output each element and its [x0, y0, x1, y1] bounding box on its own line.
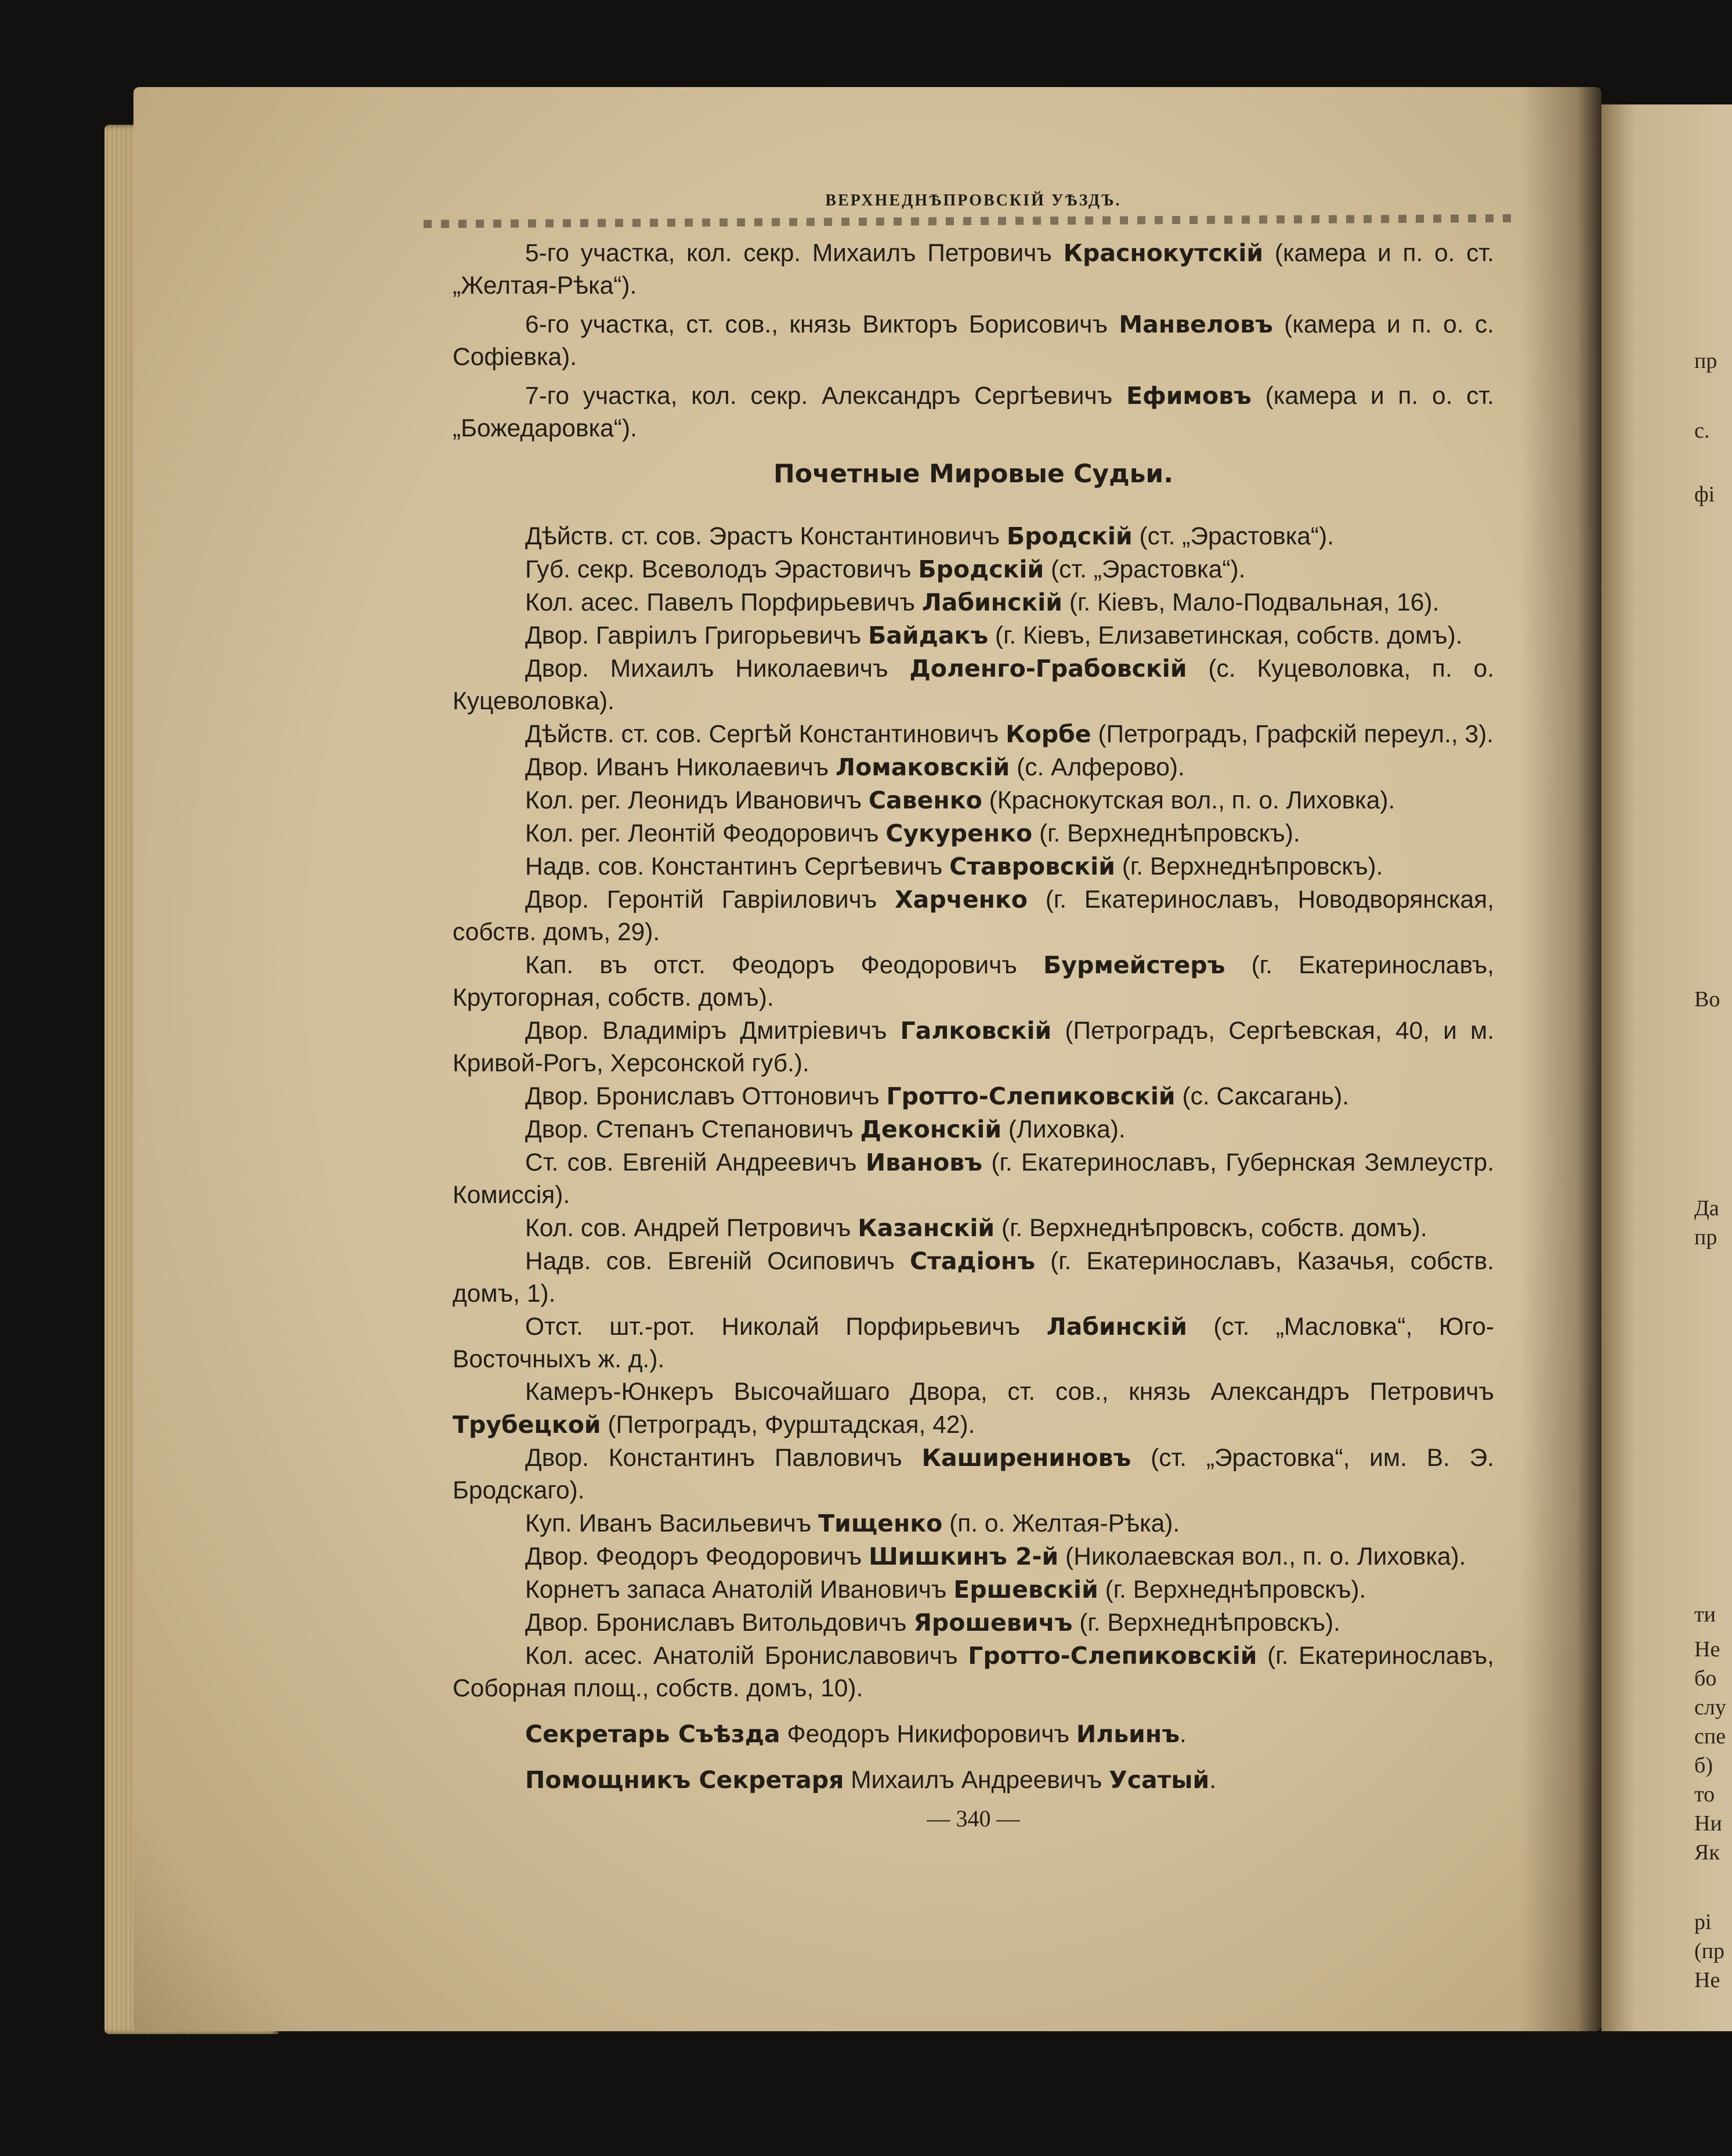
entry-address: (Петроградъ, Фурштадская, 42).: [601, 1411, 975, 1439]
judge-entry: [453, 1606, 1494, 1639]
entry-title: Дѣйств. ст. сов. Эрастъ Константиновичъ: [525, 523, 1007, 550]
facing-page-fragment: (пр: [1694, 1939, 1724, 1963]
entry-title: 6-го участка, ст. сов., князь Викторъ Борисовичъ: [525, 311, 1119, 338]
entry-address: (с. Куцеволовка, п. о. Куцеволовка).: [453, 655, 1495, 715]
entry-surname: Бродскій: [1006, 522, 1133, 550]
entry-surname: Гротто-Слепиковскій: [886, 1082, 1176, 1110]
entry-address: (ст. „Эрастовка“).: [1132, 523, 1335, 550]
book-gutter: [1520, 87, 1601, 2031]
page-text: [453, 192, 1494, 1832]
entry-title: Двор. Владиміръ Дмитріевичъ: [525, 1017, 901, 1045]
entry-address: (г. Екатеринославъ, Новодворянская, собств. домъ, 29).: [453, 886, 1494, 946]
judge-entry: [453, 1080, 1494, 1113]
entry-title: Двор. Брониславъ Оттоновичъ: [525, 1083, 887, 1110]
intro-entry: [453, 308, 1494, 374]
entry-surname: Ярошевичъ: [913, 1609, 1073, 1637]
entry-title: Надв. сов. Константинъ Сергѣевичъ: [525, 853, 950, 880]
secretary-given-names: Феодоръ Никифоровичъ: [780, 1721, 1076, 1748]
judge-entry: [453, 1376, 1494, 1442]
entry-address: (Краснокутская вол., п. о. Лиховка).: [982, 787, 1395, 814]
entry-address: (ст. „Масловка“, Юго-Восточныхъ ж. д.).: [453, 1313, 1494, 1373]
entry-address: (Лиховка).: [1001, 1116, 1126, 1143]
entry-surname: Галковскій: [900, 1017, 1052, 1045]
judge-entry: [453, 619, 1494, 652]
judge-entry: [453, 1310, 1494, 1376]
entry-surname: Гротто-Слепиковскій: [968, 1642, 1257, 1670]
judge-entry: [453, 1212, 1494, 1245]
entry-title: Двор. Феодоръ Феодоровичъ: [525, 1543, 869, 1570]
entry-surname: Трубецкой: [453, 1411, 601, 1439]
entry-address: (Петроградъ, Графскій переул., 3).: [1091, 721, 1494, 748]
entry-surname: Лабинскій: [1046, 1313, 1187, 1341]
entry-title: Кол. рег. Леонидъ Ивановичъ: [525, 787, 869, 814]
entry-surname: Ставровскій: [949, 853, 1115, 880]
entry-surname: Бродскій: [918, 555, 1044, 583]
entry-address: (г. Кіевъ, Елизаветинская, собств. домъ).: [988, 622, 1463, 649]
entry-address: (с. Алферово).: [1010, 754, 1185, 781]
entry-surname: Сукуренко: [885, 819, 1033, 847]
facing-page-fragment: бо: [1694, 1666, 1717, 1691]
judge-entry: [453, 850, 1494, 883]
assistant-line: Помощникъ Секретаря Михаилъ Андреевичъ Усатый.: [525, 1766, 1217, 1794]
entry-title: Отст. шт.-рот. Николай Порфирьевичъ: [525, 1313, 1047, 1341]
entry-title: Губ. секр. Всеволодъ Эрастовичъ: [525, 556, 919, 583]
judge-entry: [453, 520, 1494, 553]
judges-list: [453, 520, 1494, 1705]
entry-surname: Харченко: [895, 886, 1028, 913]
entry-address: (г. Верхнеднѣпровскъ).: [1032, 820, 1300, 847]
entry-title: Ст. сов. Евгеній Андреевичъ: [525, 1149, 866, 1176]
entry-title: Куп. Иванъ Васильевичъ: [525, 1510, 819, 1537]
facing-page-fragment: Да: [1694, 1196, 1719, 1220]
entry-title: Двор. Степанъ Степановичъ: [525, 1116, 860, 1143]
entry-address: (с. Саксагань).: [1175, 1083, 1350, 1110]
facing-page-fragment: то: [1694, 1782, 1715, 1807]
facing-page-fragment: слу: [1694, 1695, 1726, 1720]
intro-entries: [453, 237, 1494, 445]
entry-address: (п. о. Желтая-Рѣка).: [942, 1510, 1180, 1537]
assistant-given-names: Михаилъ Андреевичъ: [844, 1767, 1109, 1794]
entry-title: Кол. асес. Павелъ Порфирьевичъ: [525, 589, 922, 616]
entry-surname: Каширениновъ: [921, 1444, 1131, 1472]
entry-surname: Савенко: [868, 786, 982, 814]
entry-surname: Ефимовъ: [1126, 382, 1252, 410]
facing-page-fragment: пр: [1694, 349, 1717, 373]
judge-entry: [453, 784, 1494, 817]
entry-surname: Манвеловъ: [1119, 310, 1273, 338]
judge-entry: [453, 1014, 1494, 1080]
assistant-name: Усатый: [1109, 1766, 1210, 1794]
facing-page-fragment: с.: [1694, 418, 1710, 443]
judge-entry: [453, 1245, 1494, 1310]
assistant-role: Помощникъ Секретаря: [525, 1766, 844, 1794]
secretary-role: Секретарь Съѣзда: [525, 1720, 780, 1748]
entry-surname: Байдакъ: [868, 622, 989, 649]
entry-surname: Ершевскій: [953, 1576, 1098, 1604]
section-title: Почетные Мировые Судьи.: [773, 459, 1173, 489]
entry-address: (Петроградъ, Сергѣевская, 40, и м. Кривой-Рогъ, Херсонской губ.).: [453, 1017, 1494, 1077]
judge-entry: [453, 1639, 1494, 1705]
secretary-line: Секретарь Съѣзда Феодоръ Никифоровичъ Ильинъ.: [525, 1720, 1187, 1748]
entry-surname: Деконскій: [860, 1115, 1002, 1143]
entry-title: 7-го участка, кол. секр. Александръ Сергѣевичъ: [525, 382, 1127, 410]
entry-address: (г. Екатеринославъ, Соборная площ., собств. домъ, 10).: [453, 1642, 1494, 1702]
intro-entry: [453, 237, 1494, 302]
judge-entry: [453, 1507, 1494, 1540]
entry-address: (г. Верхнеднѣпровскъ).: [1115, 853, 1383, 880]
entry-address: (камера и п. о. ст. „Желтая-Рѣка“).: [453, 240, 1494, 299]
entry-surname: Лабинскій: [921, 588, 1063, 616]
entry-title: 5-го участка, кол. секр. Михаилъ Петровичъ: [525, 240, 1064, 267]
judge-entry: [453, 1573, 1494, 1606]
facing-page-fragment: Не: [1694, 1968, 1720, 1992]
running-head: ВЕРХНЕДНѢПРОВСКІЙ УѢЗДЪ.: [825, 192, 1122, 210]
judge-entry: [453, 883, 1494, 949]
entry-title: Корнетъ запаса Анатолій Ивановичъ: [525, 1576, 954, 1604]
entry-address: (г. Верхнеднѣпровскъ).: [1098, 1576, 1366, 1604]
entry-surname: Ломаковскій: [836, 753, 1010, 781]
judge-entry: [453, 586, 1494, 619]
entry-address: (камера и п. о. ст. „Божедаровка“).: [453, 382, 1494, 442]
entry-title: Двор. Михаилъ Николаевичъ: [525, 655, 910, 682]
entry-surname: Стадіонъ: [910, 1247, 1036, 1275]
entry-address: (г. Верхнеднѣпровскъ).: [1072, 1609, 1340, 1637]
entry-title: Камеръ-Юнкеръ Высочайшаго Двора, ст. сов., князь Александръ Петровичъ: [525, 1378, 1494, 1406]
entry-title: Кол. рег. Леонтій Феодоровичъ: [525, 820, 886, 847]
entry-title: Двор. Брониславъ Витольдовичъ: [525, 1609, 914, 1637]
entry-title: Двор. Геронтій Гавріиловичъ: [525, 886, 895, 913]
judge-entry: [453, 718, 1494, 751]
entry-title: Кол. асес. Анатолій Брониславовичъ: [525, 1642, 968, 1670]
judge-entry: [453, 817, 1494, 850]
judge-entry: [453, 553, 1494, 586]
facing-page-fragment: спе: [1694, 1724, 1726, 1749]
facing-page-fragment: Во: [1694, 987, 1720, 1012]
entry-address: (г. Екатеринославъ, Казачья, собств. домъ, 1).: [453, 1248, 1494, 1308]
facing-page: [1601, 104, 1732, 2031]
facing-page-fragment: ти: [1694, 1602, 1716, 1627]
facing-page-fragment: рі: [1694, 1910, 1712, 1934]
entry-address: (г. Верхнеднѣпровскъ, собств. домъ).: [995, 1215, 1427, 1242]
entry-title: Двор. Гавріилъ Григорьевичъ: [525, 622, 869, 649]
secretary-name: Ильинъ: [1076, 1720, 1180, 1748]
entry-address: (камера и п. о. с. Софіевка).: [453, 311, 1494, 371]
judge-entry: [453, 751, 1494, 784]
entry-surname: Корбе: [1006, 720, 1091, 748]
facing-page-fragment: фі: [1694, 482, 1715, 507]
judge-entry: [453, 1113, 1494, 1146]
judge-entry: [453, 949, 1494, 1014]
judge-entry: [453, 1442, 1494, 1507]
entry-title: Двор. Иванъ Николаевичъ: [525, 754, 836, 781]
judge-entry: [453, 652, 1494, 718]
judge-entry: [453, 1540, 1494, 1573]
entry-surname: Бурмейстеръ: [1043, 951, 1225, 979]
entry-surname: Казанскій: [858, 1214, 995, 1242]
entry-title: Надв. сов. Евгеній Осиповичъ: [525, 1248, 910, 1275]
page-number: — 340 —: [927, 1805, 1020, 1832]
judge-entry: [453, 1146, 1494, 1212]
entry-address: (г. Кіевъ, Мало-Подвальная, 16).: [1062, 589, 1440, 616]
entry-surname: Доленго-Грабовскій: [909, 655, 1187, 682]
facing-page-fragment: пр: [1694, 1225, 1717, 1249]
entry-surname: Шишкинъ 2-й: [869, 1543, 1059, 1570]
entry-address: (ст. „Эрастовка“).: [1044, 556, 1246, 583]
facing-page-fragment: Як: [1694, 1840, 1720, 1865]
intro-entry: [453, 380, 1494, 445]
entry-address: (г. Екатеринославъ, Губернская Землеустр. Комиссія).: [453, 1149, 1494, 1209]
facing-page-fragment: б): [1694, 1753, 1713, 1778]
entry-surname: Тищенко: [818, 1509, 943, 1537]
entry-title: Кап. въ отст. Феодоръ Феодоровичъ: [525, 952, 1044, 979]
entry-address: (ст. „Эрастовка“, им. В. Э. Бродскаго).: [453, 1444, 1494, 1504]
entry-address: (Николаевская вол., п. о. Лиховка).: [1058, 1543, 1466, 1570]
facing-page-fragment: Ни: [1694, 1811, 1722, 1836]
facing-page-fragment: Не: [1694, 1637, 1720, 1662]
entry-address: (г. Екатеринославъ, Крутогорная, собств. домъ).: [453, 952, 1494, 1012]
entry-surname: Ивановъ: [865, 1149, 982, 1176]
entry-title: Двор. Константинъ Павловичъ: [525, 1444, 922, 1472]
entry-title: Дѣйств. ст. сов. Сергѣй Константиновичъ: [525, 721, 1006, 748]
entry-surname: Краснокутскій: [1063, 239, 1264, 267]
entry-title: Кол. сов. Андрей Петровичъ: [525, 1215, 858, 1242]
